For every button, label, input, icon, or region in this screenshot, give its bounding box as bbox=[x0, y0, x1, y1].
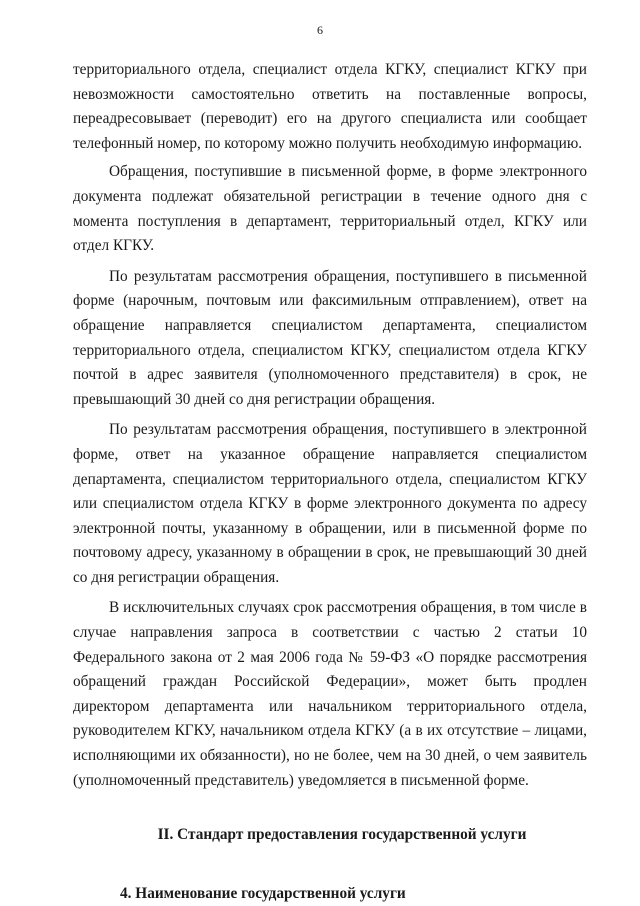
section-heading: II. Стандарт предоставления государственной услуги bbox=[157, 826, 527, 844]
paragraph-electronic-response: По результатам рассмотрения обращения, поступившего в электронной форме, ответ на указанное обращение направляется специалистом департамента, специалистом территориального отдела, специалистом КГКУ или специалистом отдела КГКУ в форме электронного документа по адресу электронной почты, указанному в обращении, или в письменной форме по почтовому адресу, указанному в обращении в срок, не превышающий 30 дней со дня регистрации обращения. bbox=[73, 421, 587, 586]
subsection-heading: 4. Наименование государственной услуги bbox=[120, 884, 406, 902]
document-body bbox=[73, 58, 587, 906]
page-number: 6 bbox=[317, 23, 323, 37]
paragraph-registration: Обращения, поступившие в письменной форме, в форме электронного документа подлежат обязательной регистрации в течение одного дня с момента поступления в департамент, территориальный отдел, КГКУ или отдел КГКУ. bbox=[73, 163, 587, 255]
paragraph-continuation: территориального отдела, специалист отдела КГКУ, специалист КГКУ при невозможности самостоятельно ответить на поставленные вопросы, переадресовывает (переводит) его на другого специалиста или сообщает телефонный номер, по которому можно получить необходимую информацию. bbox=[73, 61, 587, 152]
paragraph-extension: В исключительных случаях срок рассмотрения обращения, в том числе в случае направления запроса в соответствии с частью 2 статьи 10 Федерального закона от 2 мая 2006 года № 59-ФЗ «О порядке рассмотрения обращений граждан Российской Федерации», может быть продлен директором департамента или начальником территориального отдела, руководителем КГКУ, начальником отдела КГКУ (а в их отсутствие – лицами, исполняющими их обязанности), но не более, чем на 30 дней, о чем заявитель (уполномоченный представитель) уведомляется в письменной форме. bbox=[73, 599, 587, 789]
paragraph-written-response: По результатам рассмотрения обращения, поступившего в письменной форме (нарочным, почтовым или факсимильным отправлением), ответ на обращение направляется специалистом департамента, специалистом территориального отдела, специалистом КГКУ, специалистом отдела КГКУ почтой в адрес заявителя (уполномоченного представителя) в срок, не превышающий 30 дней со дня регистрации обращения. bbox=[73, 267, 587, 408]
